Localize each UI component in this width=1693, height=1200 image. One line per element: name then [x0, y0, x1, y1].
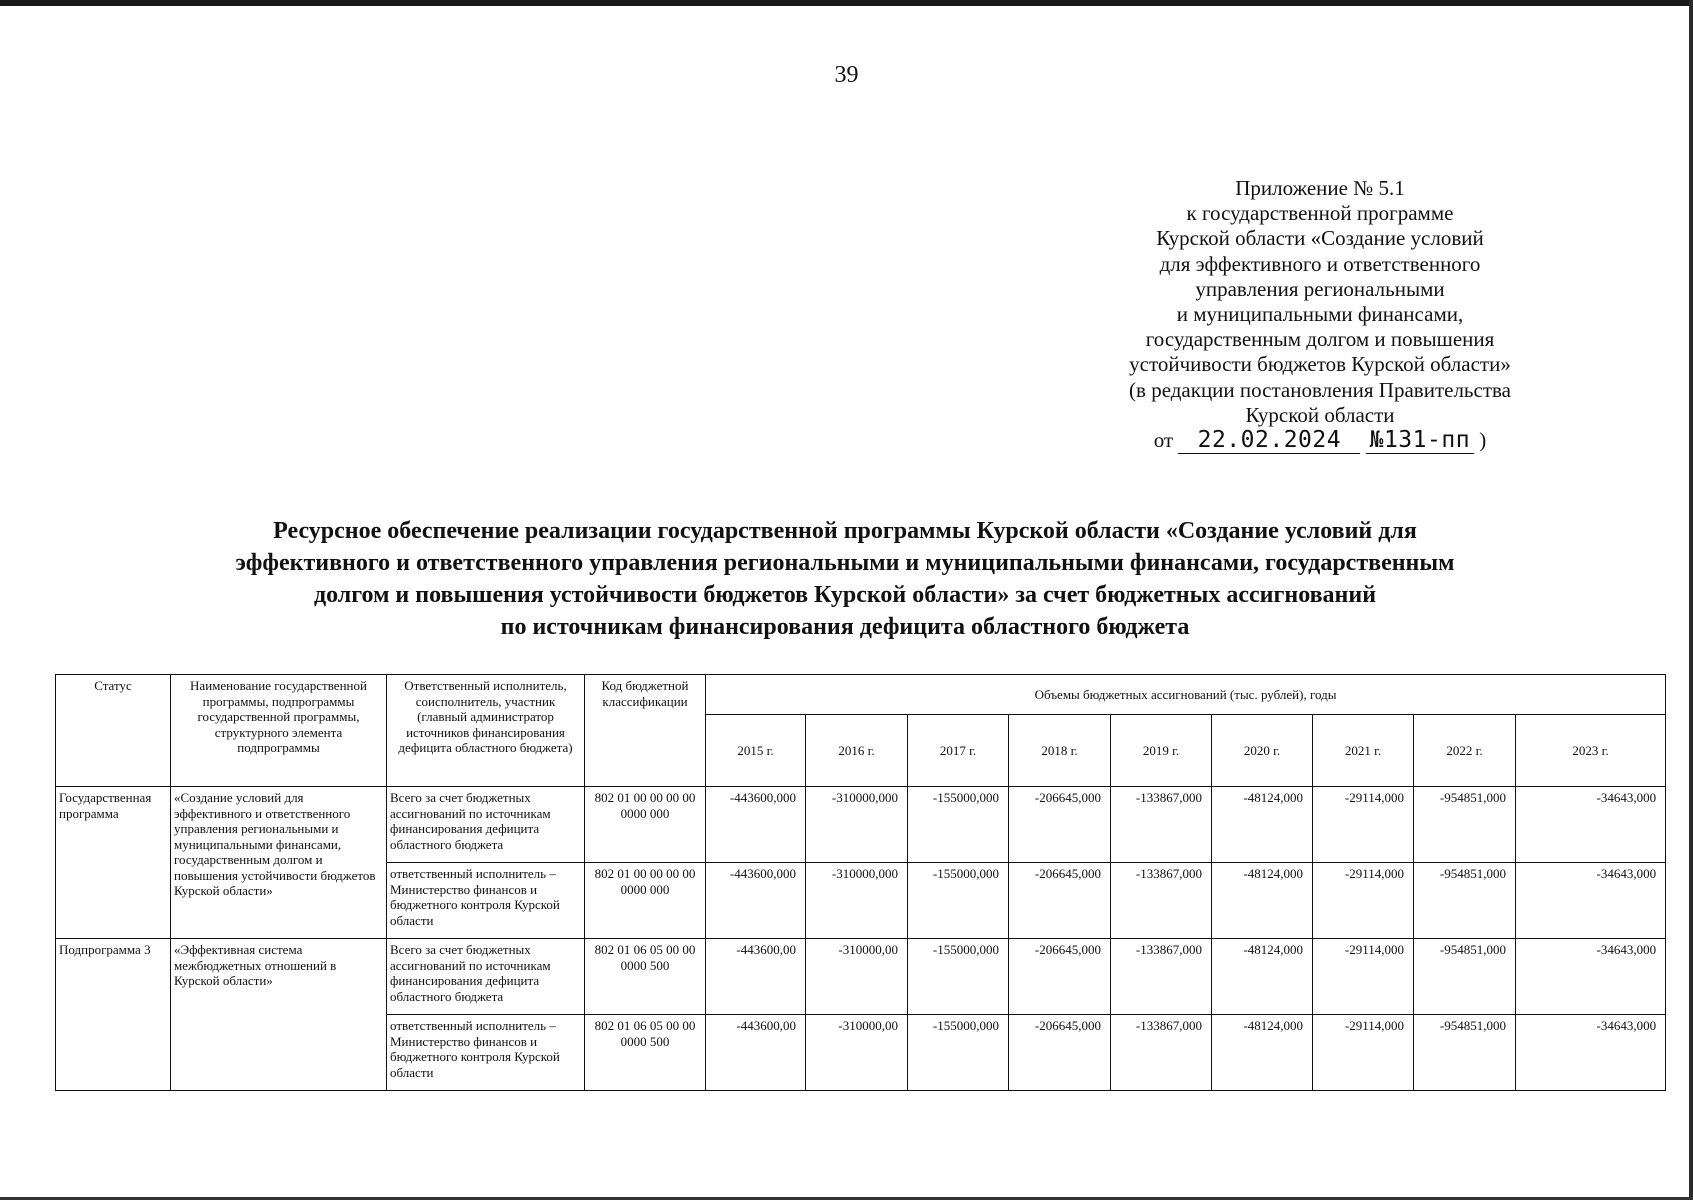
header-volumes: Объемы бюджетных ассигнований (тыс. рублей), годы: [706, 675, 1666, 715]
code-cell: 802 01 06 05 00 00 0000 500: [585, 1015, 706, 1091]
resolution-date-line: [1080, 428, 1560, 454]
executor-cell: ответственный исполнитель – Министерство финансов и бюджетного контроля Курской области: [387, 863, 585, 939]
value-cell: -29114,000: [1313, 1015, 1414, 1091]
header-year: 2020 г.: [1212, 715, 1313, 787]
appendix-line: Курской области «Создание условий: [1156, 226, 1484, 251]
program-name-cell: «Создание условий для эффективного и ответственного управления региональными и муниципальными финансами, государственным долгом и повышения устойчивости бюджетов Курской области»: [171, 787, 387, 939]
executor-cell: Всего за счет бюджетных ассигнований по источникам финансирования дефицита областного бюджета: [387, 939, 585, 1015]
value-cell: -29114,000: [1313, 939, 1414, 1015]
value-cell: -133867,000: [1111, 787, 1212, 863]
page-number: 39: [834, 62, 859, 88]
value-cell: -34643,000: [1516, 939, 1666, 1015]
value-cell: -206645,000: [1009, 939, 1111, 1015]
resolution-date: 22.02.2024: [1178, 428, 1360, 454]
value-cell: -48124,000: [1212, 939, 1313, 1015]
appendix-line: устойчивости бюджетов Курской области»: [1129, 352, 1511, 377]
value-cell: -155000,000: [908, 863, 1009, 939]
value-cell: -206645,000: [1009, 787, 1111, 863]
value-cell: -48124,000: [1212, 863, 1313, 939]
value-cell: -155000,000: [908, 787, 1009, 863]
value-cell: -29114,000: [1313, 863, 1414, 939]
header-status: Статус: [56, 675, 171, 787]
value-cell: -954851,000: [1414, 939, 1516, 1015]
budget-table: [55, 674, 1666, 1091]
value-cell: -155000,000: [908, 1015, 1009, 1091]
title-line: Ресурсное обеспечение реализации государственной программы Курской области «Создание условий для: [273, 518, 1417, 544]
value-cell: -954851,000: [1414, 863, 1516, 939]
header-year: 2021 г.: [1313, 715, 1414, 787]
document-title: [100, 515, 1590, 643]
value-cell: -443600,000: [706, 863, 806, 939]
value-cell: -48124,000: [1212, 1015, 1313, 1091]
header-year: 2019 г.: [1111, 715, 1212, 787]
date-suffix: ): [1479, 428, 1487, 453]
appendix-block: [1080, 176, 1560, 454]
appendix-line: к государственной программе: [1186, 201, 1454, 226]
value-cell: -443600,00: [706, 1015, 806, 1091]
appendix-line: государственным долгом и повышения: [1145, 327, 1495, 352]
value-cell: -133867,000: [1111, 863, 1212, 939]
title-line: по источникам финансирования дефицита областного бюджета: [500, 614, 1190, 640]
appendix-line: Курской области: [1245, 402, 1395, 427]
resolution-number: №131-пп: [1366, 428, 1474, 454]
table-row: [56, 939, 1666, 1015]
title-line: долгом и повышения устойчивости бюджетов Курской области» за счет бюджетных ассигнований: [313, 582, 1377, 608]
executor-cell: ответственный исполнитель – Министерство финансов и бюджетного контроля Курской области: [387, 1015, 585, 1091]
value-cell: -310000,000: [806, 863, 908, 939]
header-row: [56, 675, 1666, 715]
value-cell: -310000,00: [806, 1015, 908, 1091]
value-cell: -443600,000: [706, 787, 806, 863]
value-cell: -206645,000: [1009, 1015, 1111, 1091]
code-cell: 802 01 06 05 00 00 0000 500: [585, 939, 706, 1015]
value-cell: -443600,00: [706, 939, 806, 1015]
value-cell: -954851,000: [1414, 787, 1516, 863]
value-cell: -310000,000: [806, 787, 908, 863]
value-cell: -48124,000: [1212, 787, 1313, 863]
code-cell: 802 01 00 00 00 00 0000 000: [585, 863, 706, 939]
table-row: [56, 787, 1666, 863]
header-year: 2018 г.: [1009, 715, 1111, 787]
header-year: 2015 г.: [706, 715, 806, 787]
value-cell: -133867,000: [1111, 1015, 1212, 1091]
value-cell: -34643,000: [1516, 863, 1666, 939]
value-cell: -954851,000: [1414, 1015, 1516, 1091]
value-cell: -155000,000: [908, 939, 1009, 1015]
header-year: 2016 г.: [806, 715, 908, 787]
date-prefix: от: [1153, 428, 1174, 453]
appendix-line: (в редакции постановления Правительства: [1129, 377, 1511, 402]
header-year: 2023 г.: [1516, 715, 1666, 787]
value-cell: -133867,000: [1111, 939, 1212, 1015]
status-cell: Государственная программа: [56, 787, 171, 939]
scan-edge-top: [0, 0, 1693, 6]
header-year: 2017 г.: [908, 715, 1009, 787]
value-cell: -29114,000: [1313, 787, 1414, 863]
header-executor: Ответственный исполнитель, соисполнитель, участник (главный администратор источников финансирования дефицита областного бюджета): [387, 675, 585, 787]
status-cell: Подпрограмма 3: [56, 939, 171, 1091]
value-cell: -34643,000: [1516, 1015, 1666, 1091]
header-year: 2022 г.: [1414, 715, 1516, 787]
value-cell: -310000,00: [806, 939, 908, 1015]
appendix-line: и муниципальными финансами,: [1176, 302, 1464, 327]
appendix-line: управления региональными: [1195, 276, 1445, 301]
header-code: Код бюджетной классификации: [585, 675, 706, 787]
value-cell: -34643,000: [1516, 787, 1666, 863]
value-cell: -206645,000: [1009, 863, 1111, 939]
code-cell: 802 01 00 00 00 00 0000 000: [585, 787, 706, 863]
title-line: эффективного и ответственного управления региональными и муниципальными финансами, государственным: [235, 550, 1455, 576]
executor-cell: Всего за счет бюджетных ассигнований по источникам финансирования дефицита областного бюджета: [387, 787, 585, 863]
scan-edge-right: [1689, 0, 1693, 1200]
appendix-line: Приложение № 5.1: [1235, 176, 1405, 200]
header-name: Наименование государственной программы, подпрограммы государственной программы, структурного элемента подпрограммы: [171, 675, 387, 787]
appendix-line: для эффективного и ответственного: [1159, 251, 1481, 276]
program-name-cell: «Эффективная система межбюджетных отношений в Курской области»: [171, 939, 387, 1091]
